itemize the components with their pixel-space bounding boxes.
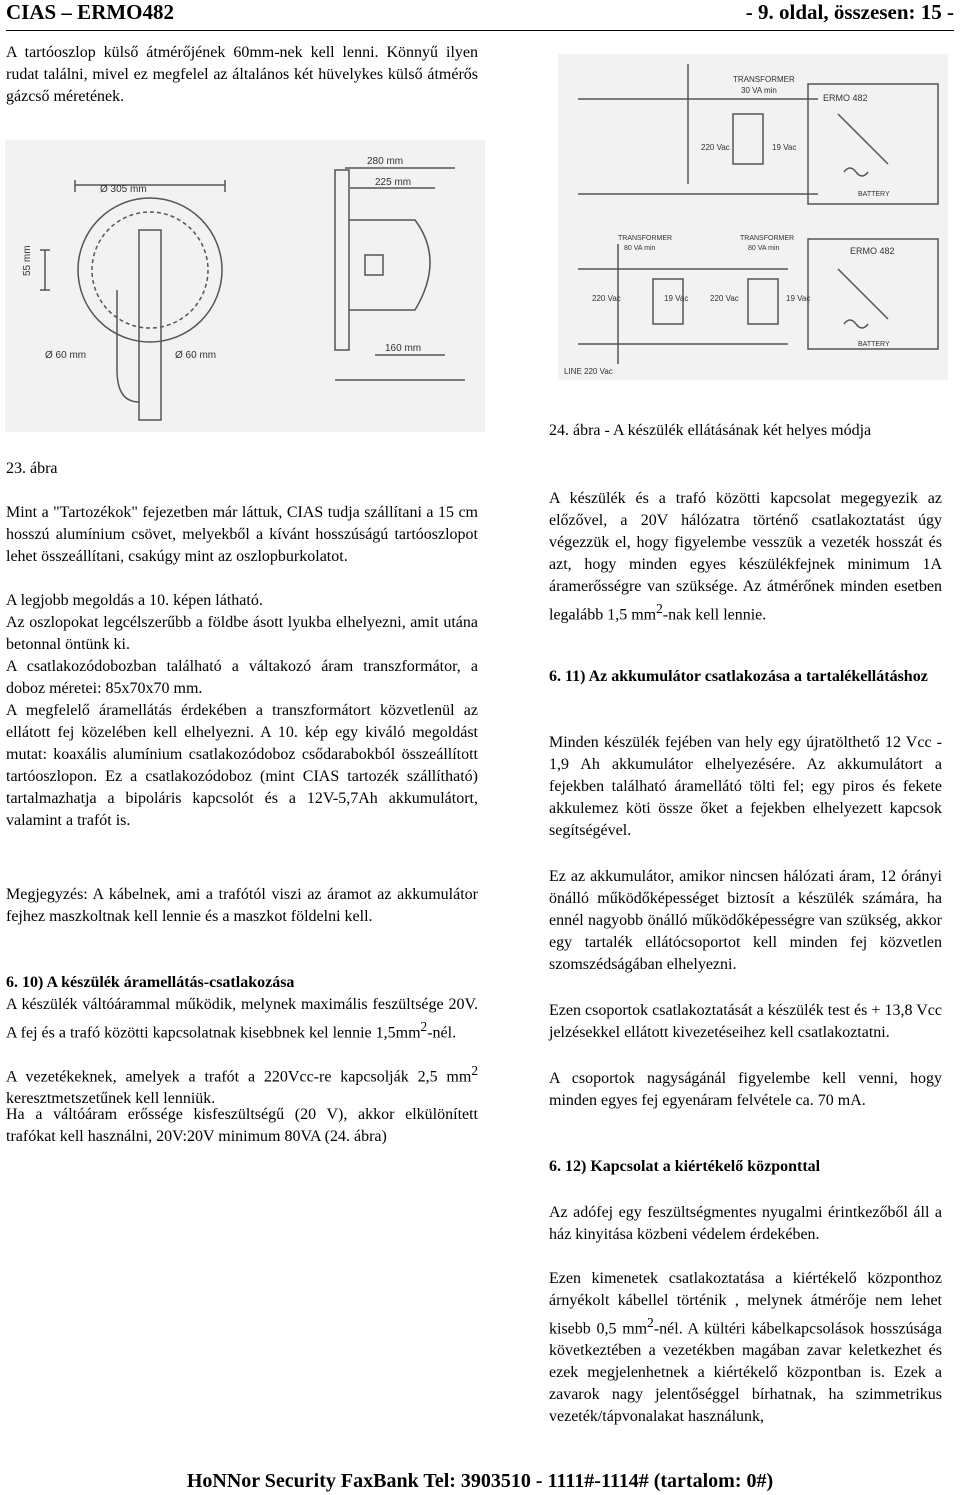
page-footer: HoNNor Security FaxBank Tel: 3903510 - 1111#-1114# (tartalom: 0#)	[186, 1470, 774, 1492]
label-v220c: 220 Vac	[710, 294, 739, 303]
superscript: 2	[647, 1315, 654, 1330]
label-ermo1: ERMO 482	[823, 93, 868, 103]
paragraph-trafo-kapcsolat	[549, 488, 942, 626]
text-kimenetek: Ezen kimenetek csatlakoztatása a kiértékelő központhoz árnyékolt kábellel történik , melynek átmérője nem lehet kisebb 0,5 mm	[549, 1270, 942, 1338]
figure-23-caption: 23. ábra	[6, 460, 58, 477]
label-d60b: Ø 60 mm	[175, 350, 217, 361]
paragraph-legjobb: A legjobb megoldás a 10. képen látható.	[6, 592, 263, 609]
figure-24-drawing	[558, 54, 948, 380]
text-valtoaram: A készülék váltóárammal működik, melynek maximális feszültsége 20V. A fej és a trafó közötti kapcsolatnak kisebbnek kel lennie 1,5mm	[6, 996, 478, 1042]
paragraph-kimenetek	[549, 1268, 942, 1428]
label-v220a: 220 Vac	[701, 143, 730, 152]
heading-6-12: 6. 12) Kapcsolat a kiértékelő központtal	[549, 1158, 821, 1175]
figure-23	[5, 140, 485, 432]
paragraph-csoportok: Ezen csoportok csatlakoztatását a készülék test és + 13,8 Vcc jelzésekkel ellátott kivezetéseihez kell csatlakoztatni.	[549, 1002, 942, 1041]
heading-6-10: 6. 10) A készülék áramellátás-csatlakozása	[6, 974, 295, 991]
page-header	[6, 0, 954, 34]
paragraph-csatlakozodoboz: A csatlakozódobozban található a váltakozó áram transzformátor, a doboz méretei: 85x70x70 mm.	[6, 658, 478, 697]
header-divider	[6, 30, 954, 31]
label-v19c: 19 Vac	[786, 294, 811, 303]
label-ermo2: ERMO 482	[850, 246, 895, 256]
text-trafo-kapcsolat-end: -nak kell lennie.	[662, 606, 767, 624]
label-trafo1-va: 30 VA min	[741, 86, 777, 95]
label-trafo3-va: 80 VA min	[748, 245, 780, 252]
paragraph-akkumulator: Minden készülék fejében van hely egy újratölthető 12 Vcc - 1,9 Ah akkumulátor elhelyezésére. Az akkumulátort a fejekben található áramellátó tölti fel; egy piros és fekete akkulemez köti össze őket a fejekben elhelyezett kapcsok segítségével.	[549, 734, 942, 839]
figure-23-drawing	[5, 140, 485, 432]
label-w280: 280 mm	[367, 156, 404, 167]
superscript: 2	[471, 1063, 478, 1078]
figure-24-caption: 24. ábra - A készülék ellátásának két helyes módja	[549, 422, 872, 439]
heading-6-11: 6. 11) Az akkumulátor csatlakozása a tartalékellátáshoz	[549, 668, 928, 685]
superscript: 2	[420, 1019, 428, 1034]
paragraph-halozati-aram: Ez az akkumulátor, amikor nincsen hálózati áram, 12 órányi önálló működőképességet biztosít a készülék számára, ha ennél nagyobb önálló működőképességre van szükség, akkor egy tartalék ellátócsoportot kell minden fej közvetlen szomszédságában elhelyezni.	[549, 868, 942, 973]
label-v19b: 19 Vac	[664, 294, 689, 303]
text-valtoaram-end: -nél.	[427, 1024, 457, 1042]
label-line: LINE 220 Vac	[564, 367, 613, 376]
text-vezetekeknek: A vezetékeknek, amelyek a trafót a 220Vcc-re kapcsolják 2,5 mm	[6, 1068, 472, 1086]
paragraph-aramellatas: A megfelelő áramellátás érdekében a transzformátort közvetlenül az ellátott fej közelében kell elhelyezni. A 10. kép egy kiváló megoldást mutat: koaxális alumínium csatlakozódoboz csődarabokból összeállított tartóoszlopon. Ez a csatlakozódoboz (mint CIAS tartozék szállítható) tartalmazhatja a bipoláris kapcsolót és a 12V-5,7Ah akkumulátort, valamint a trafót is.	[6, 702, 478, 829]
text-vezetekeknek-end: keresztmetszetűnek kell lenniük.	[6, 1090, 216, 1108]
paragraph-adofej: Az adófej egy feszültségmentes nyugalmi érintkezőből áll a ház kinyitása közbeni védelem érdekében.	[549, 1204, 942, 1243]
label-w160: 160 mm	[385, 343, 422, 354]
label-battery2: BATTERY	[858, 341, 890, 348]
label-battery1: BATTERY	[858, 191, 890, 198]
paragraph-kisfeszultseg: Ha a váltóáram erőssége kisfeszültségű (20 V), akkor elkülönített trafókat kell használni, 20V:20V minimum 80VA (24. ábra)	[6, 1106, 478, 1145]
label-trafo2: TRANSFORMER	[618, 235, 673, 242]
label-trafo1: TRANSFORMER	[733, 75, 795, 84]
paragraph-megjegyzes: Megjegyzés: A kábelnek, ami a trafótól viszi az áramot az akkumulátor fejhez maszkoltnak kell lennie és a maszkot földelni kell.	[6, 886, 478, 925]
superscript: 2	[656, 601, 663, 616]
label-trafo2-va: 80 VA min	[624, 245, 656, 252]
label-trafo3: TRANSFORMER	[740, 235, 795, 242]
label-v19a: 19 Vac	[772, 143, 797, 152]
paragraph-vezetekeknek	[6, 1060, 478, 1110]
label-d60a: Ø 60 mm	[45, 350, 87, 361]
label-h55: 55 mm	[22, 245, 33, 276]
paragraph-tartozekok: Mint a "Tartozékok" fejezetben már láttuk, CIAS tudja szállítani a 15 cm hosszú alumínium csövet, melyekből a kívánt hosszúságú tartóoszlopot lehet összeállítani, csakúgy mint az oszlopburkolatot.	[6, 504, 478, 565]
text-trafo-kapcsolat: A készülék és a trafó közötti kapcsolat megegyezik az előzővel, a 20V hálózatra történő csatlakoztatást úgy végezzük el, hogy figyelembe vesszük a vezeték hosszát és azt, hogy minden egyes készülékfejnek minimum 1A áramerősségre van szüksége. Az átmérőnek minden esetben legalább 1,5 mm	[549, 490, 942, 624]
document-title: CIAS – ERMO482	[6, 0, 175, 24]
paragraph-oszlopokat: Az oszlopokat legcélszerűbb a földbe ásott lyukba elhelyezni, amit utána betonnal öntünk ki.	[6, 614, 478, 653]
text-kimenetek-end: -nél. A kültéri kábelkapcsolások hosszúsága következtében a vezetékben magában zavar keletkezhet és ezek megjelenhetnek a kiértékelő központban is. Ezek a zavarok nagy jelentőséggel bírhatnak, ha szimmetrikus vezeték/tápvonalakat használunk,	[549, 1320, 943, 1426]
paragraph-valtoaram	[6, 994, 478, 1044]
figure-24	[558, 54, 948, 380]
label-w225: 225 mm	[375, 177, 412, 188]
paragraph-egyenaram: A csoportok nagyságánál figyelembe kell venni, hogy minden egyes fej egyenáram felvétele ca. 70 mA.	[549, 1070, 942, 1109]
page-number: - 9. oldal, összesen: 15 -	[745, 0, 954, 24]
label-d305: Ø 305 mm	[100, 184, 147, 195]
label-v220b: 220 Vac	[592, 294, 621, 303]
intro-paragraph: A tartóoszlop külső átmérőjének 60mm-nek kell lenni. Könnyű ilyen rudat találni, mivel ez megfelel az általános két hüvelykes külső átmérős gázcső méretének.	[6, 44, 478, 105]
